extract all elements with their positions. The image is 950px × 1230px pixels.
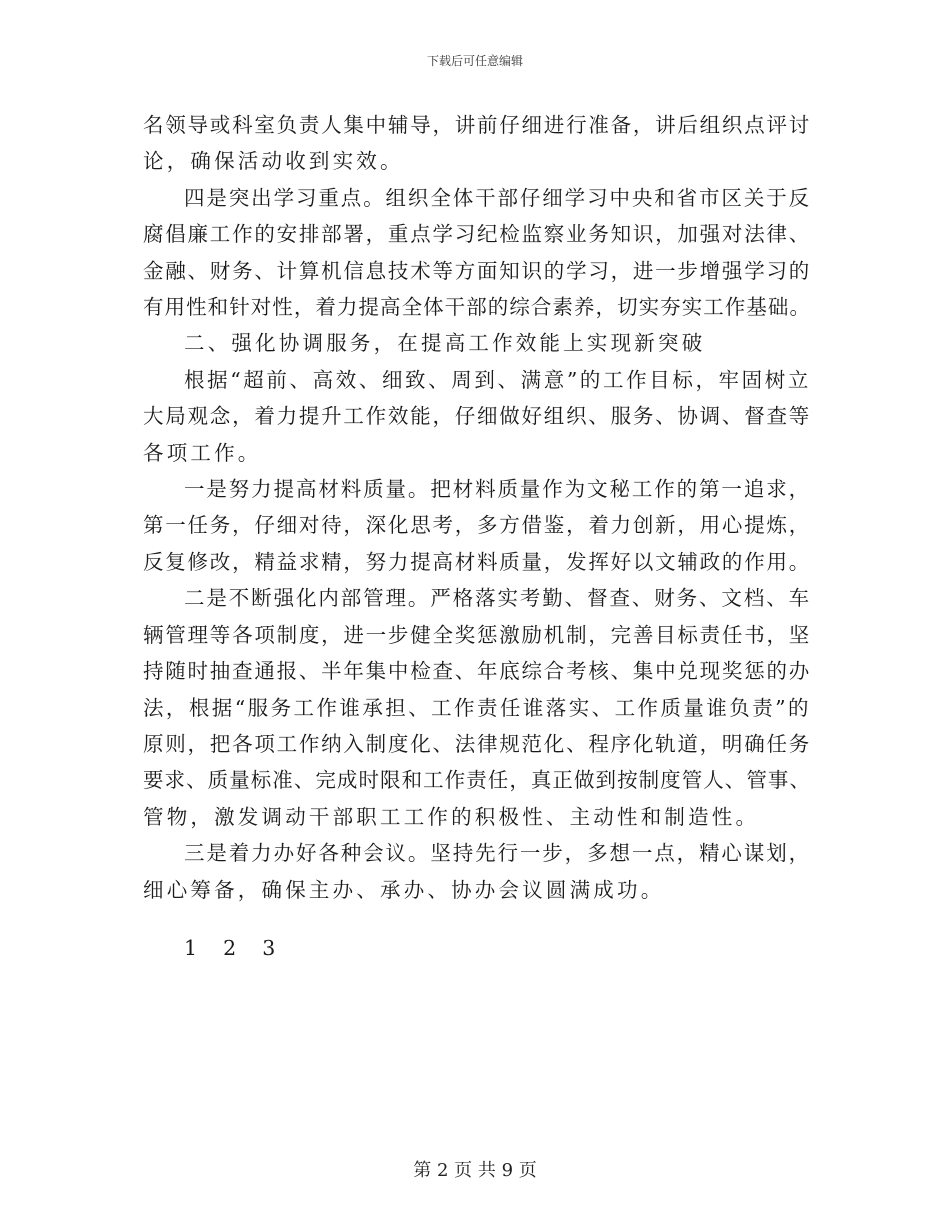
text-line: 腐倡廉工作的安排部署，重点学习纪检监察业务知识，加强对法律、: [143, 222, 811, 247]
text-line: 论，确保活动收到实效。: [143, 149, 404, 174]
text-line: 辆管理等各项制度，进一步健全奖惩激励机制，完善目标责任书，坚: [143, 622, 811, 647]
text-line: 四是突出学习重点。组织全体干部仔细学习中央和省市区关于反: [184, 185, 811, 210]
text-line: 各项工作。: [143, 440, 262, 465]
text-line: 法，根据“服务工作谁承担、工作责任谁落实、工作质量谁负责”的: [143, 695, 811, 720]
text-line: 大局观念，着力提升工作效能，仔细做好组织、服务、协调、督查等: [143, 404, 811, 429]
page-footer: 第 2 页 共 9 页: [413, 1160, 537, 1181]
text-line: 原则，把各项工作纳入制度化、法律规范化、程序化轨道，明确任务: [143, 731, 811, 756]
text-line: 有用性和针对性，着力提高全体干部的综合素养，切实夯实工作基础。: [143, 295, 811, 320]
text-line: 一是努力提高材料质量。把材料质量作为文秘工作的第一追求，: [184, 477, 811, 502]
page-number-list: 1 2 3: [184, 936, 276, 960]
text-line: 二是不断强化内部管理。严格落实考勤、督查、财务、文档、车: [184, 586, 811, 611]
text-line: 反复修改，精益求精，努力提高材料质量，发挥好以文辅政的作用。: [143, 549, 811, 574]
text-line: 管物，激发调动干部职工工作的积极性、主动性和制造性。: [143, 804, 760, 829]
document-body: [143, 107, 811, 908]
text-line: 持随时抽查通报、半年集中检查、年底综合考核、集中兑现奖惩的办: [143, 659, 811, 684]
text-line: 三是着力办好各种会议。坚持先行一步，多想一点，精心谋划，: [184, 841, 811, 866]
text-line: 根据“超前、高效、细致、周到、满意”的工作目标，牢固树立: [184, 367, 811, 392]
text-line: 要求、质量标准、完成时限和工作责任，真正做到按制度管人、管事、: [143, 768, 811, 793]
text-line: 二、强化协调服务，在提高工作效能上实现新突破: [184, 331, 706, 356]
text-line: 细心筹备，确保主办、承办、协办会议圆满成功。: [143, 877, 665, 902]
page-header-note: 下载后可任意编辑: [426, 54, 523, 68]
text-line: 金融、财务、计算机信息技术等方面知识的学习，进一步增强学习的: [143, 258, 811, 283]
text-line: 名领导或科室负责人集中辅导，讲前仔细进行准备，讲后组织点评讨: [143, 113, 811, 137]
text-line: 第一任务，仔细对待，深化思考，多方借鉴，着力创新，用心提炼，: [143, 513, 811, 538]
